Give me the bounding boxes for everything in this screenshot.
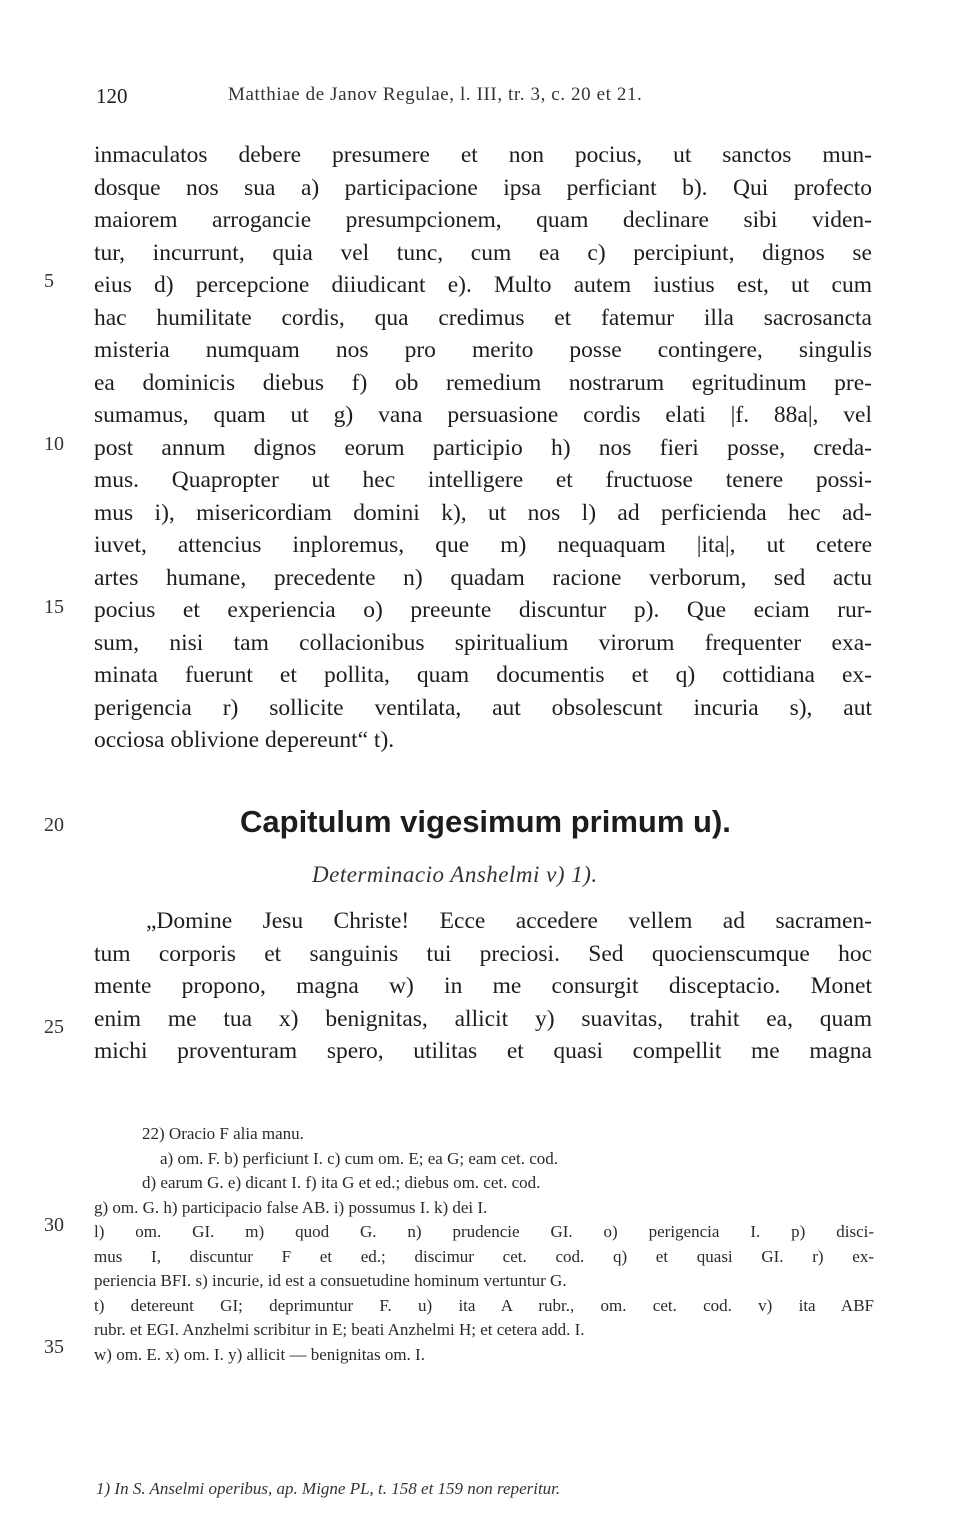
footnote-line: d) earum G. e) dicant I. f) ita G et ed.; diebus om. cet. cod. [142, 1173, 541, 1192]
footnote-line: w) om. E. x) om. I. y) allicit — benignitas om. I. [94, 1344, 425, 1364]
text-line: maiorem arrogancie presumpcionem, quam declinare sibi viden- [94, 207, 872, 233]
chapter-subtitle: Determinacio Anshelmi v) 1). [312, 862, 598, 887]
text-line: dosque nos sua a) participacione ipsa perficiant b). Qui profecto [94, 174, 872, 201]
text-line: tur, incurrunt, quia vel tunc, cum ea c) percipiunt, dignos se [94, 239, 872, 266]
text-line: michi proventuram spero, utilitas et quasi compellit me magna [94, 1038, 872, 1064]
line-number: 20 [44, 814, 64, 836]
footnote-line: rubr. et EGI. Anzhelmi scribitur in E; beati Anzhelmi H; et cetera add. I. [94, 1320, 585, 1339]
footnote-line: mus I, discuntur F et ed.; discimur cet. cod. q) et quasi GI. r) ex- [94, 1246, 874, 1266]
text-line: post annum dignos eorum participio h) nos fieri posse, creda- [94, 434, 872, 461]
text-line: tum corporis et sanguinis tui preciosi. Sed quocienscumque hoc [94, 940, 872, 967]
text-line: occiosa oblivione depereunt“ t). [94, 727, 395, 753]
running-head: Matthiae de Janov Regulae, l. III, tr. 3, c. 20 et 21. [228, 84, 643, 105]
line-number: 30 [44, 1214, 64, 1236]
footnote-line: g) om. G. h) participacio false AB. i) possumus I. k) dei I. [94, 1197, 488, 1217]
line-number: 35 [44, 1336, 64, 1358]
page-number: 120 [96, 84, 128, 108]
line-number: 5 [44, 270, 54, 292]
text-line: minata fuerunt et pollita, quam documentis et q) cottidiana ex- [94, 662, 872, 688]
line-number: 15 [44, 596, 64, 618]
footnote-line: t) detereunt GI; deprimuntur F. u) ita A rubr., om. cet. cod. v) ita ABF [94, 1295, 874, 1315]
line-number: 10 [44, 433, 64, 455]
quotation-block [94, 905, 872, 1068]
text-line: „Domine Jesu Christe! Ecce accedere vellem ad sacramen- [146, 908, 872, 934]
text-line: mus. Quapropter ut hec intelligere et fructuose tenere possi- [94, 467, 872, 493]
page-header [96, 84, 876, 114]
text-line: eius d) percepcione diiudicant e). Multo autem iustius est, ut cum [94, 272, 872, 298]
text-line: pocius et experiencia o) preeunte discuntur p). Que eciam rur- [94, 597, 872, 623]
text-line: mente propono, magna w) in me consurgit disceptacio. Monet [94, 973, 872, 999]
text-line: hac humilitate cordis, qua credimus et fatemur illa sacrosancta [94, 304, 872, 331]
text-line: mus i), misericordiam domini k), ut nos l) ad perficienda hec ad- [94, 499, 872, 526]
chapter-title: Capitulum vigesimum primum u). [240, 804, 731, 839]
main-text-block [94, 139, 872, 757]
footnote-line: 22) Oracio F alia manu. [142, 1124, 304, 1143]
line-number: 25 [44, 1016, 64, 1038]
text-line: enim me tua x) benignitas, allicit y) suavitas, trahit ea, quam [94, 1005, 872, 1032]
text-line: iuvet, attencius inploremus, que m) nequaquam |ita|, ut cetere [94, 532, 872, 558]
text-line: artes humane, precedente n) quadam racione verborum, sed actu [94, 564, 872, 591]
footnotes [94, 1122, 874, 1367]
footnote-line: periencia BFI. s) incurie, id est a consuetudine hominum vertuntur G. [94, 1271, 567, 1290]
text-line: sumamus, quam ut g) vana persuasione cordis elati |f. 88a|, vel [94, 402, 872, 428]
footnote-line: l) om. GI. m) quod G. n) prudencie GI. o) perigencia I. p) disci- [94, 1222, 874, 1241]
text-line: perigencia r) sollicite ventilata, aut obsolescunt incuria s), aut [94, 694, 872, 721]
source-footnote: 1) In S. Anselmi operibus, ap. Migne PL, t. 158 et 159 non reperitur. [96, 1479, 561, 1498]
text-line: sum, nisi tam collacionibus spiritualium virorum frequenter exa- [94, 629, 872, 656]
footnote-line: a) om. F. b) perficiunt I. c) cum om. E; ea G; eam cet. cod. [160, 1148, 558, 1168]
text-line: inmaculatos debere presumere et non pocius, ut sanctos mun- [94, 142, 872, 168]
text-line: misteria numquam nos pro merito posse contingere, singulis [94, 337, 872, 363]
text-line: ea dominicis diebus f) ob remedium nostrarum egritudinum pre- [94, 369, 872, 396]
